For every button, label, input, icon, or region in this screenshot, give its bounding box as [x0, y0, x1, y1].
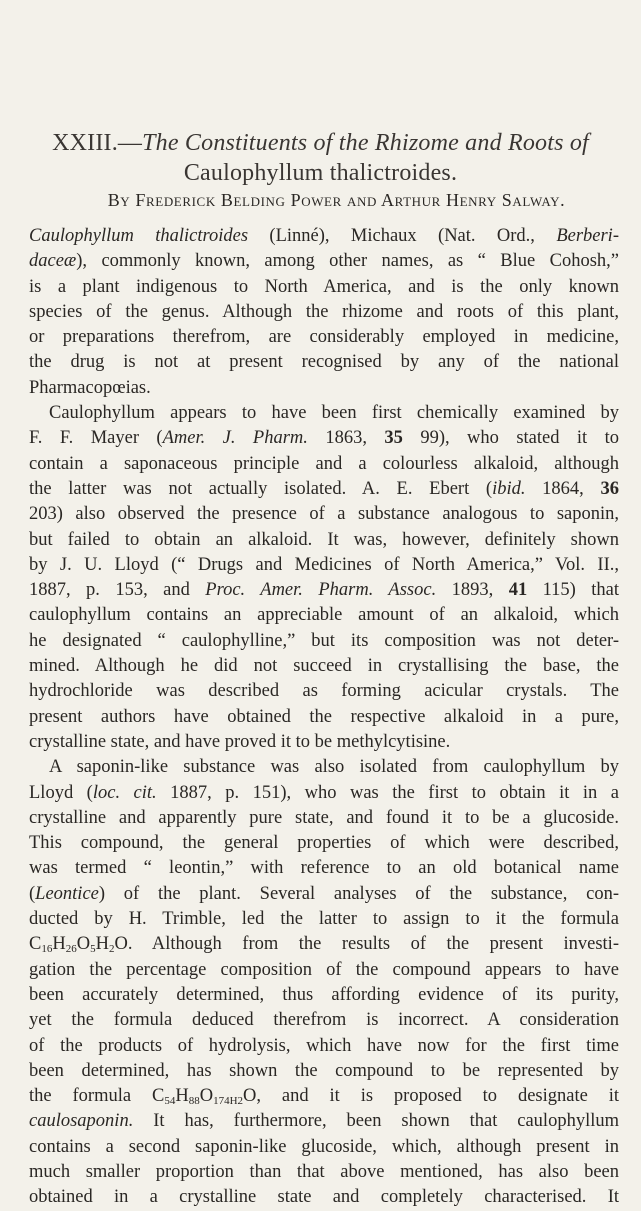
- text-line: [29, 958, 619, 983]
- text-run: ducted by H. Trimble, led the latter to assign to it the formula: [29, 909, 619, 930]
- text-run: obtained in a crystalline state and completely characterised. It: [29, 1187, 619, 1208]
- text-run: caulosaponin.: [29, 1111, 134, 1132]
- text-run: crystalline and apparently pure state, and found it to be a glucoside.: [29, 807, 619, 828]
- text-line: [29, 705, 619, 730]
- text-line: [29, 401, 619, 426]
- text-run: 88: [188, 1095, 200, 1108]
- text-run: yet the formula deduced therefrom is incorrect. A consideration: [29, 1010, 619, 1031]
- text-run: he designated “ caulophylline,” but its composition was not deter-: [29, 630, 619, 651]
- text-line: [29, 603, 619, 628]
- text-run: the latter was not actually isolated. A. E. Ebert (: [29, 478, 493, 499]
- text-run: 1863,: [307, 428, 385, 449]
- text-run: F. F. Mayer (: [29, 428, 163, 449]
- text-line: [29, 350, 619, 375]
- text-line: [29, 907, 619, 932]
- text-line: [29, 376, 619, 401]
- text-line: [29, 553, 619, 578]
- text-line: [29, 831, 619, 856]
- text-line: [29, 502, 619, 527]
- text-run: is a plant indigenous to North America, and is the only known: [29, 276, 619, 297]
- text-run: ), commonly known, among other names, as “ Blue Cohosh,”: [76, 251, 619, 272]
- text-run: was termed “ leontin,” with reference to an old botanical name: [29, 858, 619, 879]
- text-run: H: [175, 1086, 189, 1107]
- text-run: (: [29, 883, 36, 904]
- text-run: Berberi-: [556, 226, 619, 246]
- text-run: H: [52, 934, 66, 955]
- text-run: the formula C: [29, 1086, 165, 1107]
- text-line: [29, 654, 619, 679]
- text-run: species of the genus. Although the rhizome and roots of this plant,: [29, 301, 619, 322]
- text-run: contain a saponaceous principle and a colourless alkaloid, although: [29, 453, 619, 474]
- text-run: O. Although from the results of the present investi-: [114, 934, 619, 955]
- text-run: C: [29, 934, 42, 955]
- text-line: [29, 983, 619, 1008]
- text-run: daceæ: [29, 251, 77, 272]
- text-line: [29, 275, 619, 300]
- text-run: 2: [108, 943, 115, 956]
- text-line: [29, 806, 619, 831]
- text-run: This compound, the general properties of which were described,: [29, 833, 619, 854]
- text-line: [29, 452, 619, 477]
- text-run: 17: [213, 1095, 225, 1108]
- text-line: [29, 679, 619, 704]
- text-run: mined. Although he did not succeed in crystallising the base, the: [29, 656, 619, 677]
- text-line: [29, 1185, 619, 1210]
- text-line: [29, 755, 619, 780]
- text-run: ) of the plant. Several analyses of the substance, con-: [98, 883, 619, 904]
- text-line: [29, 1084, 619, 1109]
- text-line: [29, 528, 619, 553]
- text-run: Caulophyllum appears to have been first chemically examined by: [49, 403, 619, 424]
- text-line: [29, 477, 619, 502]
- text-run: 99), who stated it to: [402, 428, 620, 449]
- section-numeral: XXIII.—: [52, 130, 143, 156]
- text-run: 35: [384, 428, 403, 449]
- text-line: [29, 1109, 619, 1134]
- text-run: 5: [90, 943, 96, 956]
- text-line: [29, 882, 619, 907]
- text-line: [29, 224, 619, 249]
- text-line: [29, 781, 619, 806]
- title-italic: The Constituents of the Rhizome and Roots of: [142, 130, 589, 156]
- article-title: [0, 128, 641, 188]
- text-run: Lloyd (: [29, 782, 93, 803]
- text-line: [29, 629, 619, 654]
- text-line: [29, 300, 619, 325]
- text-run: much smaller proportion than that above mentioned, has also been: [29, 1161, 619, 1182]
- text-run: Pharmacopœias.: [29, 377, 151, 398]
- text-run: crystalline state, and have proved it to be methylcytisine.: [29, 731, 451, 752]
- text-line: [29, 1160, 619, 1185]
- text-run: 203) also observed the presence of a substance analogous to saponin,: [29, 504, 619, 525]
- text-line: [29, 578, 619, 603]
- text-run: 1887, p. 151), who was the first to obtain it in a: [156, 782, 619, 803]
- author-byline: By Frederick Belding Power and Arthur Henry Salway.: [107, 190, 566, 210]
- title-line-1: [0, 128, 641, 158]
- text-run: 4H: [224, 1095, 238, 1108]
- text-run: O: [199, 1086, 214, 1107]
- text-line: [29, 856, 619, 881]
- text-run: 1864,: [525, 478, 601, 499]
- text-run: 1893,: [436, 580, 509, 601]
- text-run: 41: [508, 580, 528, 601]
- text-line: [29, 426, 619, 451]
- text-run: ibid.: [492, 478, 526, 499]
- text-run: (Linné), Michaux (Nat. Ord.,: [248, 226, 557, 246]
- text-line: [29, 325, 619, 350]
- text-run: 36: [600, 478, 619, 499]
- text-run: Amer. J. Pharm.: [162, 428, 308, 449]
- text-run: gation the percentage composition of the compound appears to have: [29, 959, 619, 980]
- text-run: been determined, has shown the compound to be represented by: [29, 1060, 619, 1081]
- text-run: but failed to obtain an alkaloid. It was, however, definitely shown: [29, 529, 619, 550]
- text-run: A saponin-like substance was also isolated from caulophyllum by: [49, 757, 619, 778]
- text-line: [29, 1034, 619, 1059]
- text-run: Proc. Amer. Pharm. Assoc.: [205, 580, 437, 601]
- title-line-2: Caulophyllum thalictroides.: [183, 160, 458, 186]
- text-run: 1887, p. 153, and: [29, 580, 206, 601]
- text-run: by J. U. Lloyd (“ Drugs and Medicines of North America,” Vol. II.,: [29, 554, 619, 575]
- text-line: [29, 249, 619, 274]
- article-body: [29, 224, 619, 1211]
- text-run: or preparations therefrom, are considerably employed in medicine,: [29, 327, 619, 348]
- text-run: It has, furthermore, been shown that caulophyllum: [133, 1111, 619, 1132]
- text-run: 16: [41, 943, 53, 956]
- text-line: [29, 1059, 619, 1084]
- text-run: 115) that: [527, 580, 619, 601]
- text-run: Caulophyllum thalictroides: [29, 226, 249, 246]
- text-run: the drug is not at present recognised by any of the national: [29, 352, 619, 373]
- text-line: [29, 932, 619, 957]
- text-line: [29, 1008, 619, 1033]
- text-run: present authors have obtained the respective alkaloid in a pure,: [29, 706, 619, 727]
- text-run: O, and it is proposed to designate it: [243, 1086, 619, 1107]
- text-run: 54: [164, 1095, 176, 1108]
- text-run: been accurately determined, thus affording evidence of its purity,: [29, 984, 619, 1005]
- text-run: H: [95, 934, 109, 955]
- text-line: [29, 730, 619, 755]
- text-run: Leontice: [35, 883, 99, 904]
- text-run: of the products of hydrolysis, which have now for the first time: [29, 1035, 619, 1056]
- text-run: 26: [65, 943, 77, 956]
- text-run: contains a second saponin-like glucoside, which, although present in: [29, 1136, 619, 1157]
- text-line: [29, 1135, 619, 1160]
- text-run: O: [76, 934, 91, 955]
- text-run: 2: [237, 1095, 244, 1108]
- text-run: loc. cit.: [92, 782, 157, 803]
- text-run: hydrochloride was described as forming acicular crystals. The: [29, 681, 619, 702]
- text-run: caulophyllum contains an appreciable amount of an alkaloid, which: [29, 605, 619, 626]
